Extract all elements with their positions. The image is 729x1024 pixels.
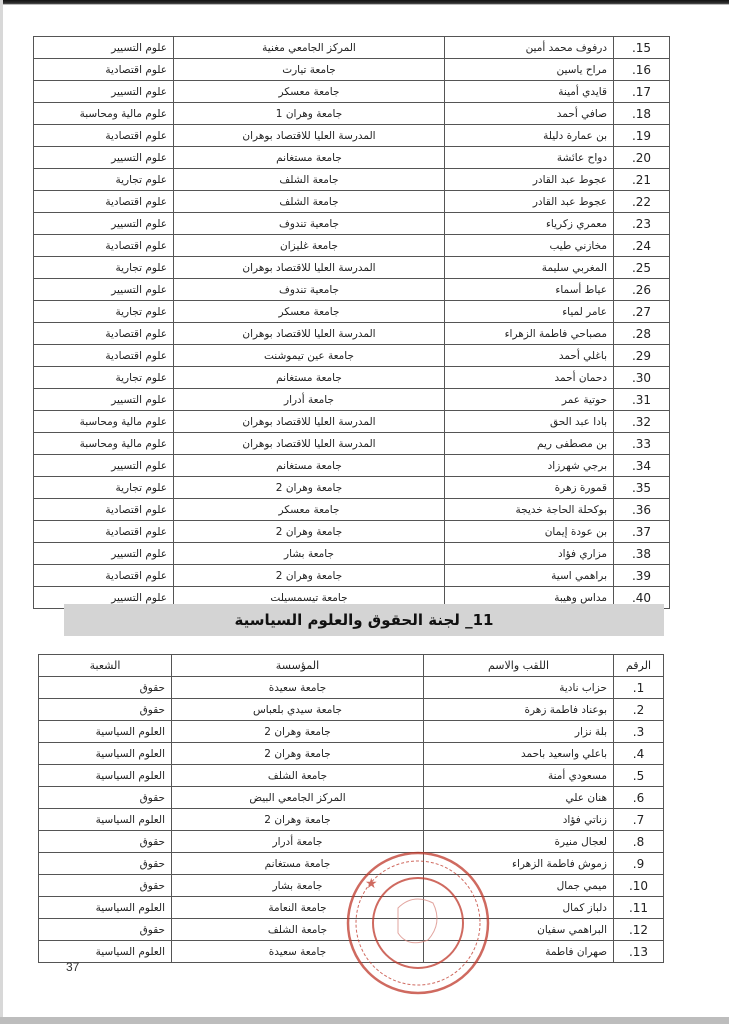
row-number: .23	[614, 213, 670, 235]
section-heading-banner	[64, 604, 664, 636]
row-number: .8	[614, 831, 664, 853]
member-branch: علوم تجارية	[34, 301, 174, 323]
member-branch: علوم تجارية	[34, 257, 174, 279]
table-row	[34, 345, 670, 367]
member-name: مزاري فؤاد	[445, 543, 614, 565]
member-name: مراح ياسين	[445, 59, 614, 81]
row-number: .26	[614, 279, 670, 301]
table-row	[34, 477, 670, 499]
table-row	[39, 787, 664, 809]
row-number: .28	[614, 323, 670, 345]
member-branch: علوم التسيير	[34, 147, 174, 169]
table-row	[34, 213, 670, 235]
member-branch: علوم التسيير	[34, 389, 174, 411]
member-name: صافي أحمد	[445, 103, 614, 125]
member-institution: المركز الجامعي البيض	[172, 787, 424, 809]
header-institution: المؤسسة	[172, 655, 424, 677]
member-branch: حقوق	[39, 699, 172, 721]
row-number: .40	[614, 587, 670, 609]
member-institution: جامعة تيسمسيلت	[174, 587, 445, 609]
member-name: برجي شهرزاد	[445, 455, 614, 477]
row-number: .20	[614, 147, 670, 169]
member-branch: علوم اقتصادية	[34, 521, 174, 543]
member-name: قايدي أمينة	[445, 81, 614, 103]
member-institution: جامعة وهران 2	[172, 721, 424, 743]
member-name: حوتية عمر	[445, 389, 614, 411]
committee-members-table-1	[33, 36, 670, 609]
member-name: بادا عبد الحق	[445, 411, 614, 433]
member-name: زناتي فؤاد	[424, 809, 614, 831]
table-row	[34, 411, 670, 433]
table-row	[39, 809, 664, 831]
member-name: حزاب نادية	[424, 677, 614, 699]
member-branch: حقوق	[39, 853, 172, 875]
table-row	[34, 103, 670, 125]
member-name: المغربي سليمة	[445, 257, 614, 279]
scan-top-edge	[0, 0, 729, 5]
member-branch: حقوق	[39, 919, 172, 941]
table-row	[39, 677, 664, 699]
member-name: مسعودي أمنة	[424, 765, 614, 787]
table-header-row	[39, 655, 664, 677]
row-number: .38	[614, 543, 670, 565]
member-branch: علوم تجارية	[34, 477, 174, 499]
scan-left-edge	[0, 0, 3, 1024]
member-branch: حقوق	[39, 875, 172, 897]
member-branch: علوم التسيير	[34, 279, 174, 301]
row-number: .9	[614, 853, 664, 875]
member-branch: علوم التسيير	[34, 213, 174, 235]
table-row	[34, 367, 670, 389]
member-name: مصباحي فاطمة الزهراء	[445, 323, 614, 345]
member-institution: جامعة سيدي بلعباس	[172, 699, 424, 721]
member-branch: علوم اقتصادية	[34, 499, 174, 521]
row-number: .25	[614, 257, 670, 279]
row-number: .19	[614, 125, 670, 147]
member-branch: العلوم السياسية	[39, 941, 172, 963]
member-branch: علوم اقتصادية	[34, 191, 174, 213]
table-row	[34, 279, 670, 301]
table-row	[34, 191, 670, 213]
member-institution: جامعة معسكر	[174, 499, 445, 521]
seal-star-icon: ★	[365, 876, 378, 892]
member-name: باغلي أحمد	[445, 345, 614, 367]
member-institution: جامعة معسكر	[174, 81, 445, 103]
member-institution: جامعة تيارت	[174, 59, 445, 81]
member-branch: علوم تجارية	[34, 169, 174, 191]
member-branch: العلوم السياسية	[39, 809, 172, 831]
section-title: 11_ لجنة الحقوق والعلوم السياسية	[234, 611, 494, 629]
row-number: .15	[614, 37, 670, 59]
member-institution: جامعية تندوف	[174, 213, 445, 235]
member-branch: علوم التسيير	[34, 543, 174, 565]
member-branch: علوم التسيير	[34, 81, 174, 103]
member-name: بن مصطفى ريم	[445, 433, 614, 455]
member-institution: المدرسة العليا للاقتصاد بوهران	[174, 323, 445, 345]
member-name: البراهمي سفيان	[424, 919, 614, 941]
row-number: .37	[614, 521, 670, 543]
member-branch: علوم اقتصادية	[34, 323, 174, 345]
member-name: دحمان أحمد	[445, 367, 614, 389]
row-number: .3	[614, 721, 664, 743]
row-number: .33	[614, 433, 670, 455]
member-name: لعجال منيرة	[424, 831, 614, 853]
row-number: .5	[614, 765, 664, 787]
member-branch: العلوم السياسية	[39, 765, 172, 787]
member-branch: العلوم السياسية	[39, 743, 172, 765]
table-row	[34, 169, 670, 191]
member-institution: المركز الجامعي مغنية	[174, 37, 445, 59]
table-row	[39, 875, 664, 897]
member-name: براهمي اسية	[445, 565, 614, 587]
table-row	[34, 389, 670, 411]
member-institution: جامعة سعيدة	[172, 941, 424, 963]
row-number: .1	[614, 677, 664, 699]
member-institution: جامعة أدرار	[172, 831, 424, 853]
table-row	[39, 919, 664, 941]
table-row	[39, 897, 664, 919]
member-name: معمري زكرياء	[445, 213, 614, 235]
member-name: دواح عائشة	[445, 147, 614, 169]
member-branch: حقوق	[39, 831, 172, 853]
row-number: .36	[614, 499, 670, 521]
member-institution: جامعة عين تيموشنت	[174, 345, 445, 367]
member-institution: جامعة أدرار	[174, 389, 445, 411]
member-institution: جامعة الشلف	[172, 919, 424, 941]
member-branch: علوم تجارية	[34, 367, 174, 389]
member-branch: العلوم السياسية	[39, 897, 172, 919]
row-number: .18	[614, 103, 670, 125]
member-name: ميمي جمال	[424, 875, 614, 897]
member-branch: علوم اقتصادية	[34, 125, 174, 147]
member-name: مخازني طيب	[445, 235, 614, 257]
row-number: .27	[614, 301, 670, 323]
table-row	[39, 699, 664, 721]
header-name: اللقب والاسم	[424, 655, 614, 677]
table-row	[34, 565, 670, 587]
member-name: صهران فاطمة	[424, 941, 614, 963]
table-row	[39, 721, 664, 743]
row-number: .39	[614, 565, 670, 587]
table-row	[34, 521, 670, 543]
row-number: .2	[614, 699, 664, 721]
row-number: .4	[614, 743, 664, 765]
table-row	[34, 455, 670, 477]
row-number: .21	[614, 169, 670, 191]
member-institution: جامعة مستغانم	[174, 455, 445, 477]
member-institution: جامعة بشار	[174, 543, 445, 565]
member-institution: جامعة النعامة	[172, 897, 424, 919]
member-name: مداس وهيبة	[445, 587, 614, 609]
table-row	[39, 765, 664, 787]
table-row	[34, 59, 670, 81]
member-name: قمورة زهرة	[445, 477, 614, 499]
member-branch: علوم مالية ومحاسبة	[34, 411, 174, 433]
member-name: باعلي واسعيد باحمد	[424, 743, 614, 765]
member-name: هنان علي	[424, 787, 614, 809]
member-institution: جامعة مستغانم	[174, 367, 445, 389]
member-institution: جامعة وهران 2	[172, 743, 424, 765]
member-name: بن عمارة دليلة	[445, 125, 614, 147]
member-name: عياط أسماء	[445, 279, 614, 301]
member-institution: جامعة مستغانم	[172, 853, 424, 875]
member-name: عجوط عبد القادر	[445, 169, 614, 191]
member-name: بن عودة إيمان	[445, 521, 614, 543]
member-institution: جامعة معسكر	[174, 301, 445, 323]
table-row	[39, 941, 664, 963]
member-branch: علوم مالية ومحاسبة	[34, 433, 174, 455]
page-number: 37	[66, 960, 80, 974]
member-institution: المدرسة العليا للاقتصاد بوهران	[174, 257, 445, 279]
member-institution: جامعة وهران 2	[174, 521, 445, 543]
member-institution: جامعة الشلف	[172, 765, 424, 787]
member-institution: المدرسة العليا للاقتصاد بوهران	[174, 433, 445, 455]
member-name: دلباز كمال	[424, 897, 614, 919]
member-branch: علوم اقتصادية	[34, 565, 174, 587]
member-branch: علوم مالية ومحاسبة	[34, 103, 174, 125]
member-institution: جامعة الشلف	[174, 191, 445, 213]
table-row	[34, 81, 670, 103]
row-number: .10	[614, 875, 664, 897]
table-row	[39, 853, 664, 875]
row-number: .30	[614, 367, 670, 389]
committee-members-table-2	[38, 654, 664, 963]
member-institution: المدرسة العليا للاقتصاد بوهران	[174, 411, 445, 433]
row-number: .16	[614, 59, 670, 81]
header-num: الرقم	[614, 655, 664, 677]
member-institution: جامعة وهران 1	[174, 103, 445, 125]
member-institution: جامعة سعيدة	[172, 677, 424, 699]
table-row	[34, 147, 670, 169]
table-row	[39, 831, 664, 853]
member-institution: جامعة وهران 2	[174, 565, 445, 587]
member-branch: حقوق	[39, 787, 172, 809]
member-branch: علوم التسيير	[34, 37, 174, 59]
member-institution: جامعية تندوف	[174, 279, 445, 301]
member-branch: علوم التسيير	[34, 455, 174, 477]
table-row	[34, 37, 670, 59]
row-number: .17	[614, 81, 670, 103]
table-row	[34, 499, 670, 521]
member-branch: علوم التسيير	[34, 587, 174, 609]
row-number: .32	[614, 411, 670, 433]
member-name: عامر لمياء	[445, 301, 614, 323]
member-name: درفوف محمد أمين	[445, 37, 614, 59]
member-name: بوعناد فاطمة زهرة	[424, 699, 614, 721]
table-row	[34, 125, 670, 147]
row-number: .31	[614, 389, 670, 411]
member-institution: جامعة مستغانم	[174, 147, 445, 169]
member-branch: علوم اقتصادية	[34, 345, 174, 367]
row-number: .34	[614, 455, 670, 477]
table-row	[34, 323, 670, 345]
row-number: .29	[614, 345, 670, 367]
member-name: زموش فاطمة الزهراء	[424, 853, 614, 875]
member-branch: حقوق	[39, 677, 172, 699]
scan-bottom-edge	[0, 1017, 729, 1024]
row-number: .11	[614, 897, 664, 919]
member-institution: جامعة وهران 2	[172, 809, 424, 831]
member-institution: جامعة غليزان	[174, 235, 445, 257]
table-row	[34, 301, 670, 323]
member-name: عجوط عبد القادر	[445, 191, 614, 213]
member-institution: المدرسة العليا للاقتصاد بوهران	[174, 125, 445, 147]
member-branch: العلوم السياسية	[39, 721, 172, 743]
row-number: .12	[614, 919, 664, 941]
table-row	[34, 235, 670, 257]
member-name: بوكحلة الحاجة خديجة	[445, 499, 614, 521]
row-number: .6	[614, 787, 664, 809]
row-number: .13	[614, 941, 664, 963]
table-row	[39, 743, 664, 765]
table-row	[34, 543, 670, 565]
member-institution: جامعة بشار	[172, 875, 424, 897]
member-branch: علوم اقتصادية	[34, 235, 174, 257]
member-institution: جامعة الشلف	[174, 169, 445, 191]
table-row	[34, 433, 670, 455]
row-number: .35	[614, 477, 670, 499]
member-name: بلة نزار	[424, 721, 614, 743]
member-branch: علوم اقتصادية	[34, 59, 174, 81]
member-institution: جامعة وهران 2	[174, 477, 445, 499]
header-branch: الشعبة	[39, 655, 172, 677]
row-number: .7	[614, 809, 664, 831]
row-number: .24	[614, 235, 670, 257]
table-row	[34, 257, 670, 279]
row-number: .22	[614, 191, 670, 213]
